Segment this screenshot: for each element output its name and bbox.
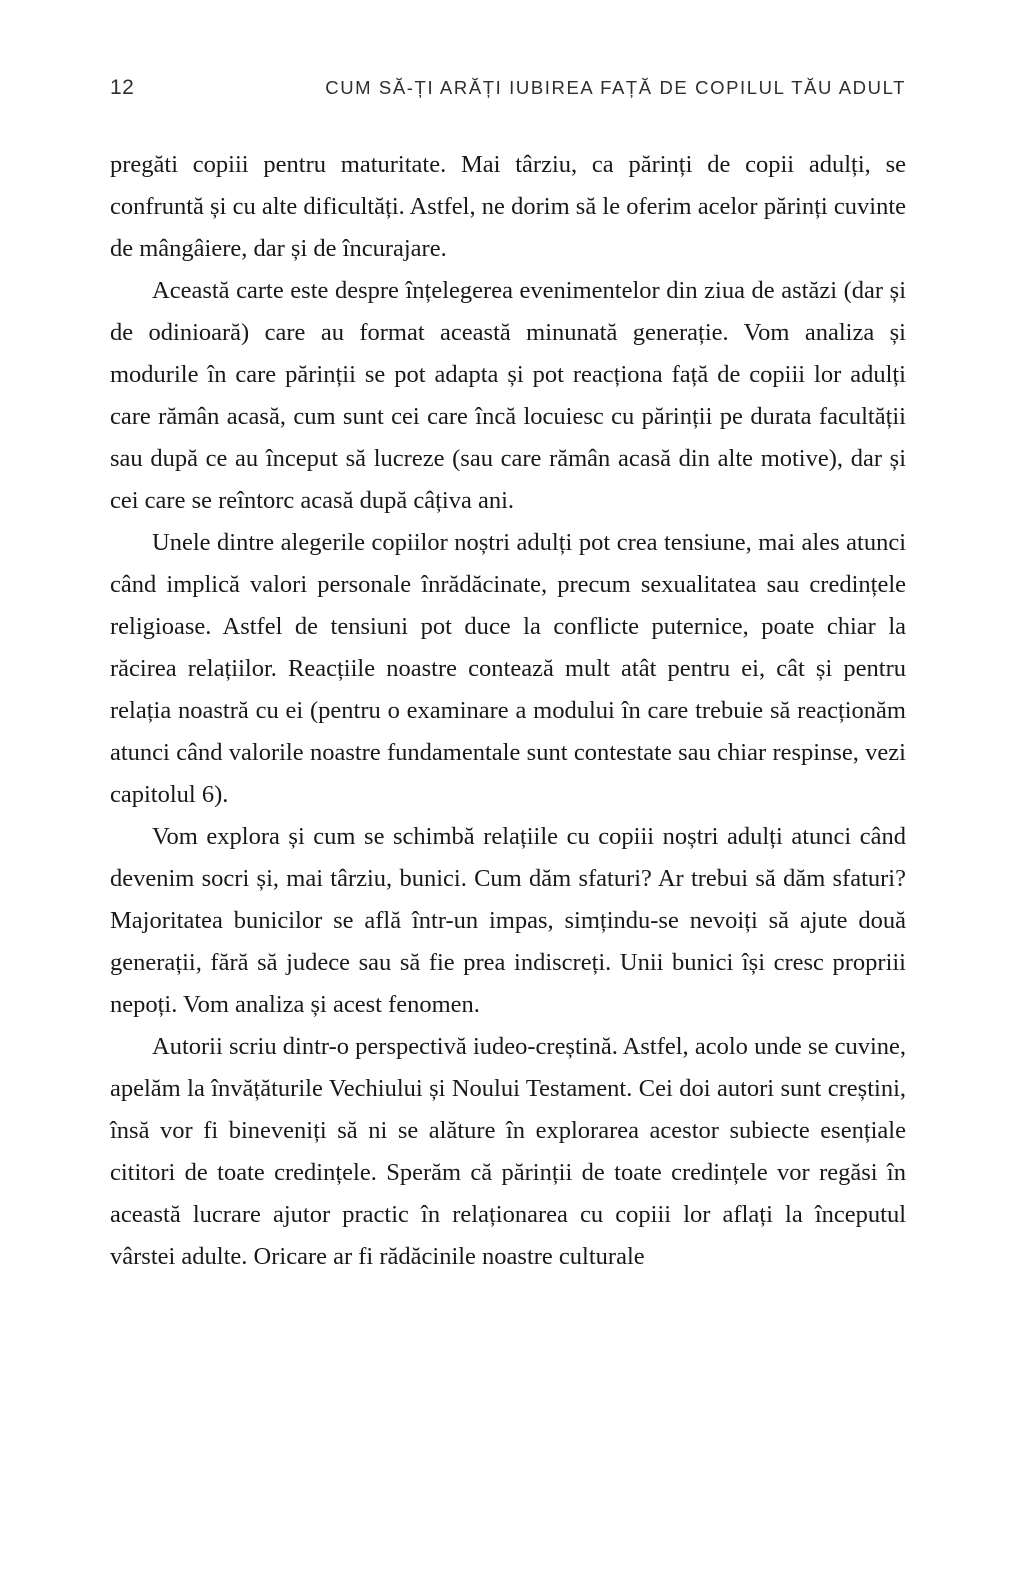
body-paragraph: Vom explora și cum se schimbă relațiile cu copiii noștri adulți atunci când devenim socri și, mai târziu, bunici. Cum dăm sfaturi? Ar trebui să dăm sfaturi? Majoritatea bunicilor se află într-un impas, simțindu-se nevoiți să ajute două generații, fără să judece sau să fie prea indiscreți. Unii bunici își cresc propriii nepoți. Vom analiza și acest fenomen. [110,823,906,1018]
running-head: CUM SĂ-ȚI ARĂȚI IUBIREA FAȚĂ DE COPILUL TĂU ADULT [325,77,906,98]
body-paragraph: pregăti copiii pentru maturitate. Mai târziu, ca părinți de copii adulți, se confruntă și cu alte dificultăți. Astfel, ne dorim să le oferim acelor părinți cuvinte de mângâiere, dar și de încurajare. [110,151,906,262]
body-paragraph: Autorii scriu dintr-o perspectivă iudeo-creștină. Astfel, acolo unde se cuvine, apelăm la învățăturile Vechiului și Noului Testament. Cei doi autori sunt creștini, însă vor fi bineveniți să ni se alăture în explorarea acestor subiecte esențiale cititori de toate credințele. Sperăm că părinții de toate credințele vor regăsi în această lucrare ajutor practic în relaționarea cu copiii lor aflați la începutul vârstei adulte. Oricare ar fi rădăcinile noastre culturale [110,1033,906,1270]
page-number: 12 [110,76,135,99]
body-paragraph: Această carte este despre înțelegerea evenimentelor din ziua de astăzi (dar și de odinioară) care au format această minunată generație. Vom analiza și modurile în care părinții se pot adapta și pot reacționa față de copiii lor adulți care rămân acasă, cum sunt cei care încă locuiesc cu părinții pe durata facultății sau după ce au început să lucreze (sau care rămân acasă din alte motive), dar și cei care se reîntorc acasă după câțiva ani. [110,277,906,514]
page-header [110,76,906,100]
body-text [110,144,906,1278]
body-paragraph: Unele dintre alegerile copiilor noștri adulți pot crea tensiune, mai ales atunci când implică valori personale înrădăcinate, precum sexualitatea sau credințele religioase. Astfel de tensiuni pot duce la conflicte puternice, poate chiar la răcirea relațiilor. Reacțiile noastre contează mult atât pentru ei, cât și pentru relația noastră cu ei (pentru o examinare a modului în care trebuie să reacționăm atunci când valorile noastre fundamentale sunt contestate sau chiar respinse, vezi capitolul 6). [110,529,906,808]
